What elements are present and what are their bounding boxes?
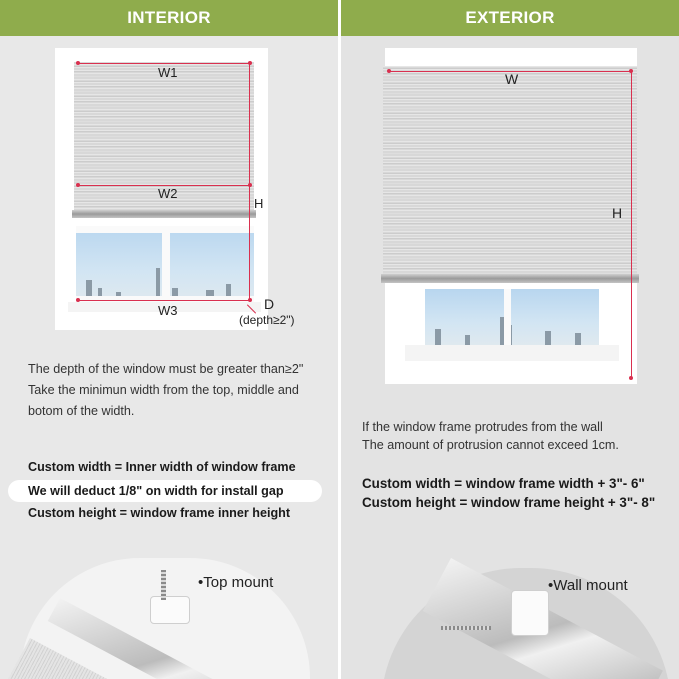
interior-custom-height: Custom height = window frame inner height xyxy=(28,506,291,520)
dim-label-w1: W1 xyxy=(158,65,178,80)
exterior-header: EXTERIOR xyxy=(341,0,679,36)
exterior-window-glass xyxy=(425,289,599,345)
shade-bottom-bar xyxy=(72,210,256,218)
top-mount-label: •Top mount xyxy=(198,574,274,591)
wall-screw-icon xyxy=(441,626,491,630)
install-gap-note: We will deduct 1/8" on width for install gap xyxy=(28,484,284,498)
dim-label-h-exterior: H xyxy=(612,205,623,221)
exterior-desc-line-1: If the window frame protrudes from the wall xyxy=(362,420,603,434)
screw-icon xyxy=(161,570,166,600)
exterior-shade-bottom-bar xyxy=(381,274,639,283)
interior-panel xyxy=(0,0,338,679)
dim-label-w: W xyxy=(505,71,519,87)
wall-mount-label: •Wall mount xyxy=(548,577,628,594)
dim-label-d: D xyxy=(264,296,275,312)
dim-label-h: H xyxy=(254,196,264,211)
wall-mount-detail xyxy=(341,548,679,679)
top-mount-detail xyxy=(0,548,338,679)
interior-desc-line-2: Take the minimun width from the top, middle and xyxy=(28,383,299,397)
interior-desc-line-1: The depth of the window must be greater than≥2" xyxy=(28,362,304,376)
top-mount-bracket-icon xyxy=(150,596,190,624)
exterior-desc-line-2: The amount of protrusion cannot exceed 1cm. xyxy=(362,438,619,452)
dim-label-w2: W2 xyxy=(158,186,178,201)
exterior-panel xyxy=(341,0,679,679)
exterior-shade xyxy=(383,66,637,274)
interior-header: INTERIOR xyxy=(0,0,338,36)
depth-note: (depth≥2") xyxy=(239,313,295,327)
interior-custom-width: Custom width = Inner width of window frame xyxy=(28,460,296,474)
dim-label-w3: W3 xyxy=(158,303,178,318)
interior-desc-line-3: botom of the width. xyxy=(28,404,135,418)
wall-mount-bracket-icon xyxy=(511,590,549,636)
exterior-custom-width: Custom width = window frame width + 3"- 6" xyxy=(362,476,645,491)
exterior-custom-height: Custom height = window frame height + 3"- 8" xyxy=(362,495,656,510)
